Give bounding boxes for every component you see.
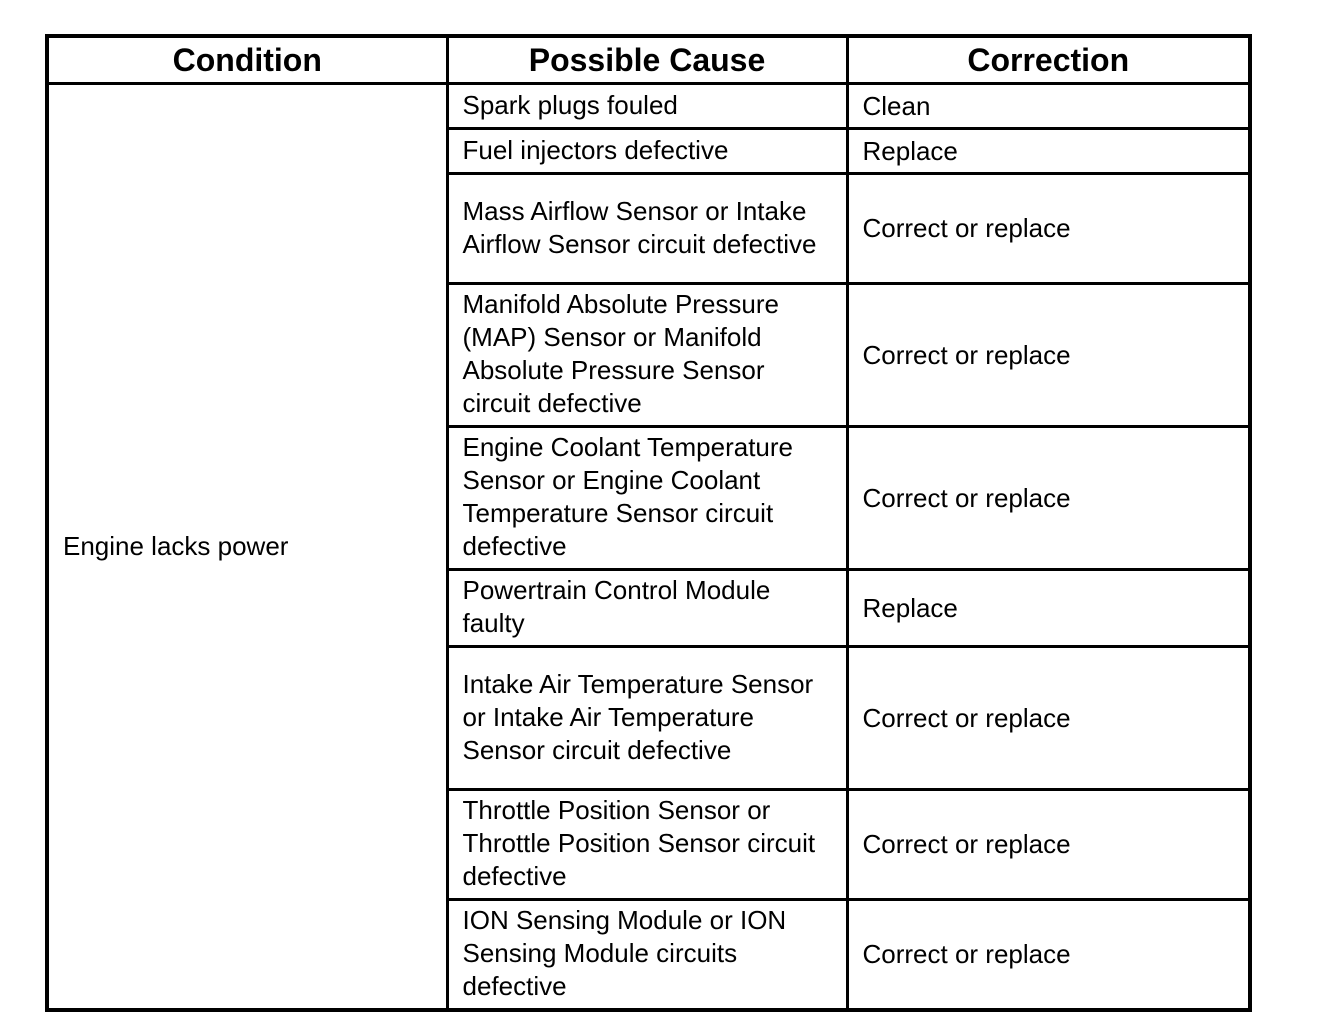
correction-cell: Correct or replace (847, 790, 1250, 900)
cause-cell: Intake Air Temperature Sensor or Intake Air Temperature Sensor circuit defective (447, 647, 847, 790)
condition-cell: Engine lacks power (47, 84, 447, 1011)
correction-cell: Clean (847, 84, 1250, 129)
header-row (47, 36, 1250, 84)
cause-cell: Mass Airflow Sensor or Intake Airflow Sensor circuit defective (447, 174, 847, 284)
correction-cell: Correct or replace (847, 647, 1250, 790)
cause-cell: Powertrain Control Module faulty (447, 570, 847, 647)
correction-cell: Correct or replace (847, 174, 1250, 284)
correction-cell: Replace (847, 129, 1250, 174)
header-condition: Condition (47, 36, 447, 84)
cause-cell: Throttle Position Sensor or Throttle Position Sensor circuit defective (447, 790, 847, 900)
header-possible-cause: Possible Cause (447, 36, 847, 84)
correction-cell: Correct or replace (847, 900, 1250, 1011)
cause-cell: Engine Coolant Temperature Sensor or Engine Coolant Temperature Sensor circuit defective (447, 427, 847, 570)
correction-cell: Correct or replace (847, 284, 1250, 427)
table-row (47, 84, 1250, 129)
correction-cell: Replace (847, 570, 1250, 647)
cause-cell: Manifold Absolute Pressure (MAP) Sensor or Manifold Absolute Pressure Sensor circuit defective (447, 284, 847, 427)
diagnosis-table (45, 34, 1252, 1012)
cause-cell: Spark plugs fouled (447, 84, 847, 129)
cause-cell: Fuel injectors defective (447, 129, 847, 174)
header-correction: Correction (847, 36, 1250, 84)
correction-cell: Correct or replace (847, 427, 1250, 570)
cause-cell: ION Sensing Module or ION Sensing Module circuits defective (447, 900, 847, 1011)
